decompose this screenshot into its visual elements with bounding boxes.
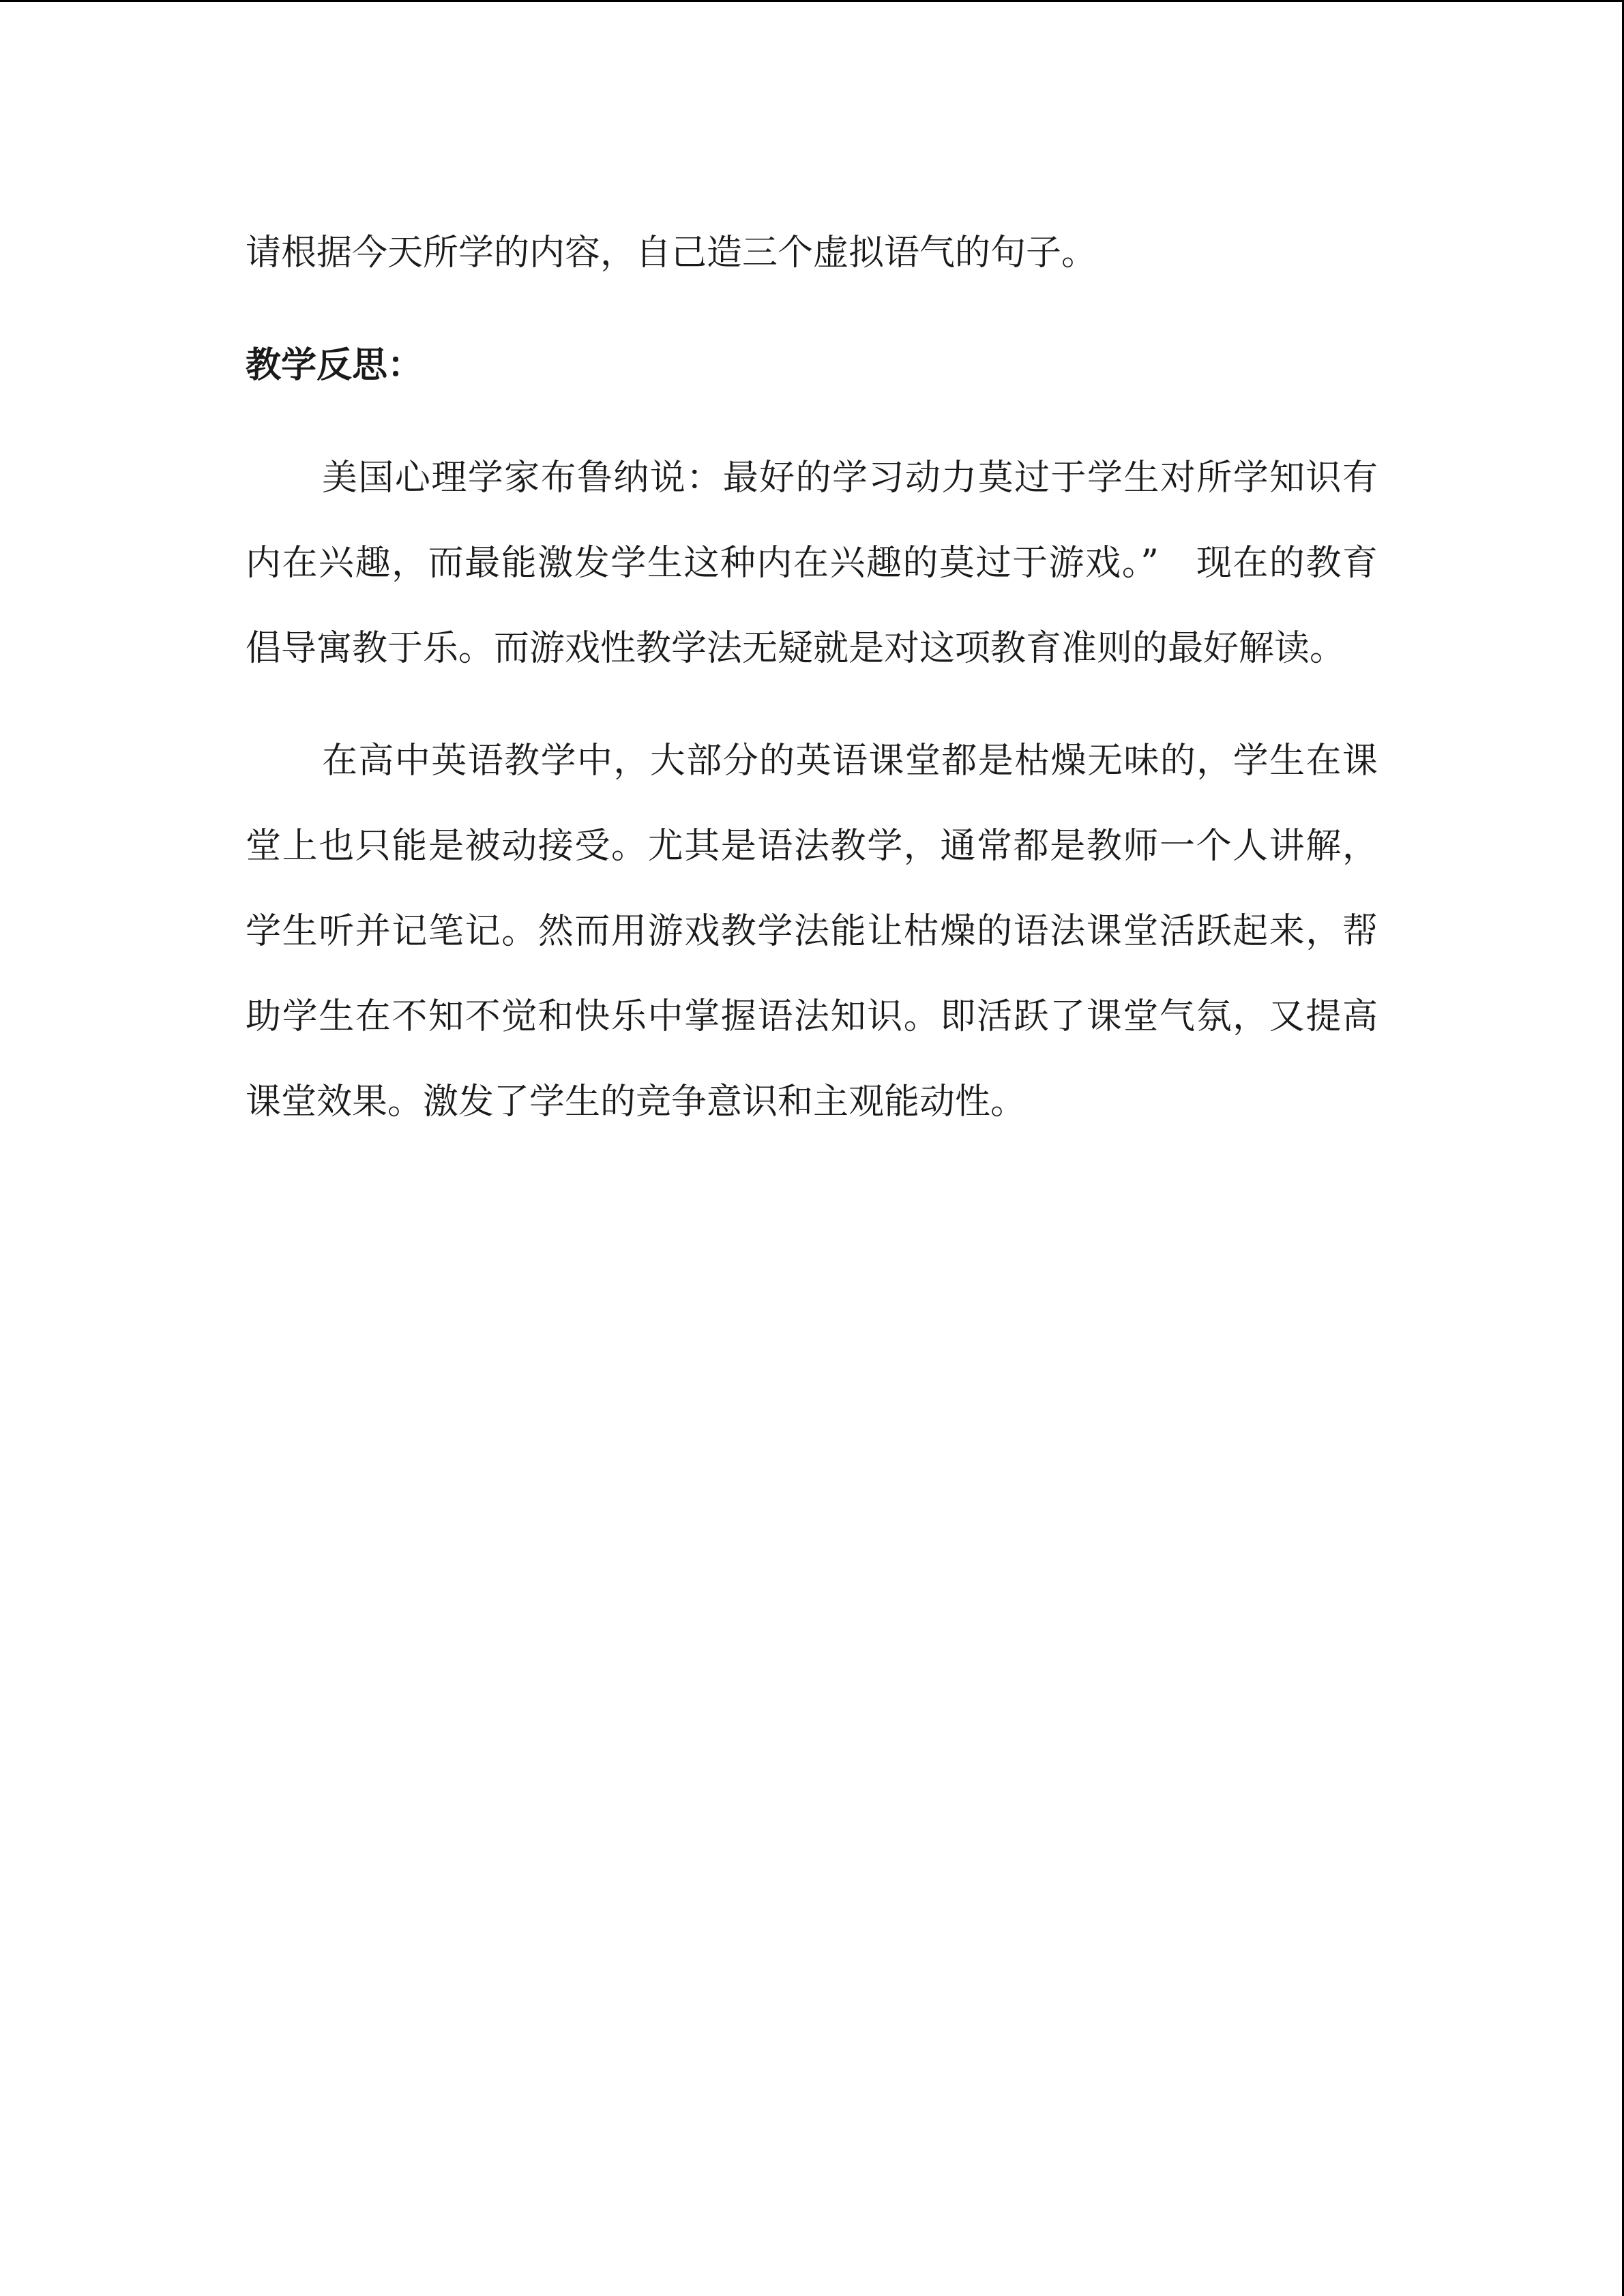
exercise-instruction: 请根据今天所学的内容，自己造三个虚拟语气的句子。 <box>246 233 1097 273</box>
reflection-paragraph-1: 美国心理学家布鲁纳说：最好的学习动力莫过于学生对所学知识有内在兴趣，而最能激发学生这种内在兴趣的莫过于游戏。” 现在的教育倡导寓教于乐。而游戏性教学法无疑就是对这项教育准则的最好解读。 <box>246 458 1378 669</box>
reflection-paragraph-2: 在高中英语教学中，大部分的英语课堂都是枯燥无味的，学生在课堂上也只能是被动接受。尤其是语法教学，通常都是教师一个人讲解，学生听并记笔记。然而用游戏教学法能让枯燥的语法课堂活跃起来，帮助学生在不知不觉和快乐中掌握语法知识。即活跃了课堂气氛，又提高课堂效果。激发了学生的竞争意识和主观能动性。 <box>246 741 1378 1122</box>
document-body <box>246 211 1378 1145</box>
reflection-heading: 教学反思： <box>246 345 424 386</box>
